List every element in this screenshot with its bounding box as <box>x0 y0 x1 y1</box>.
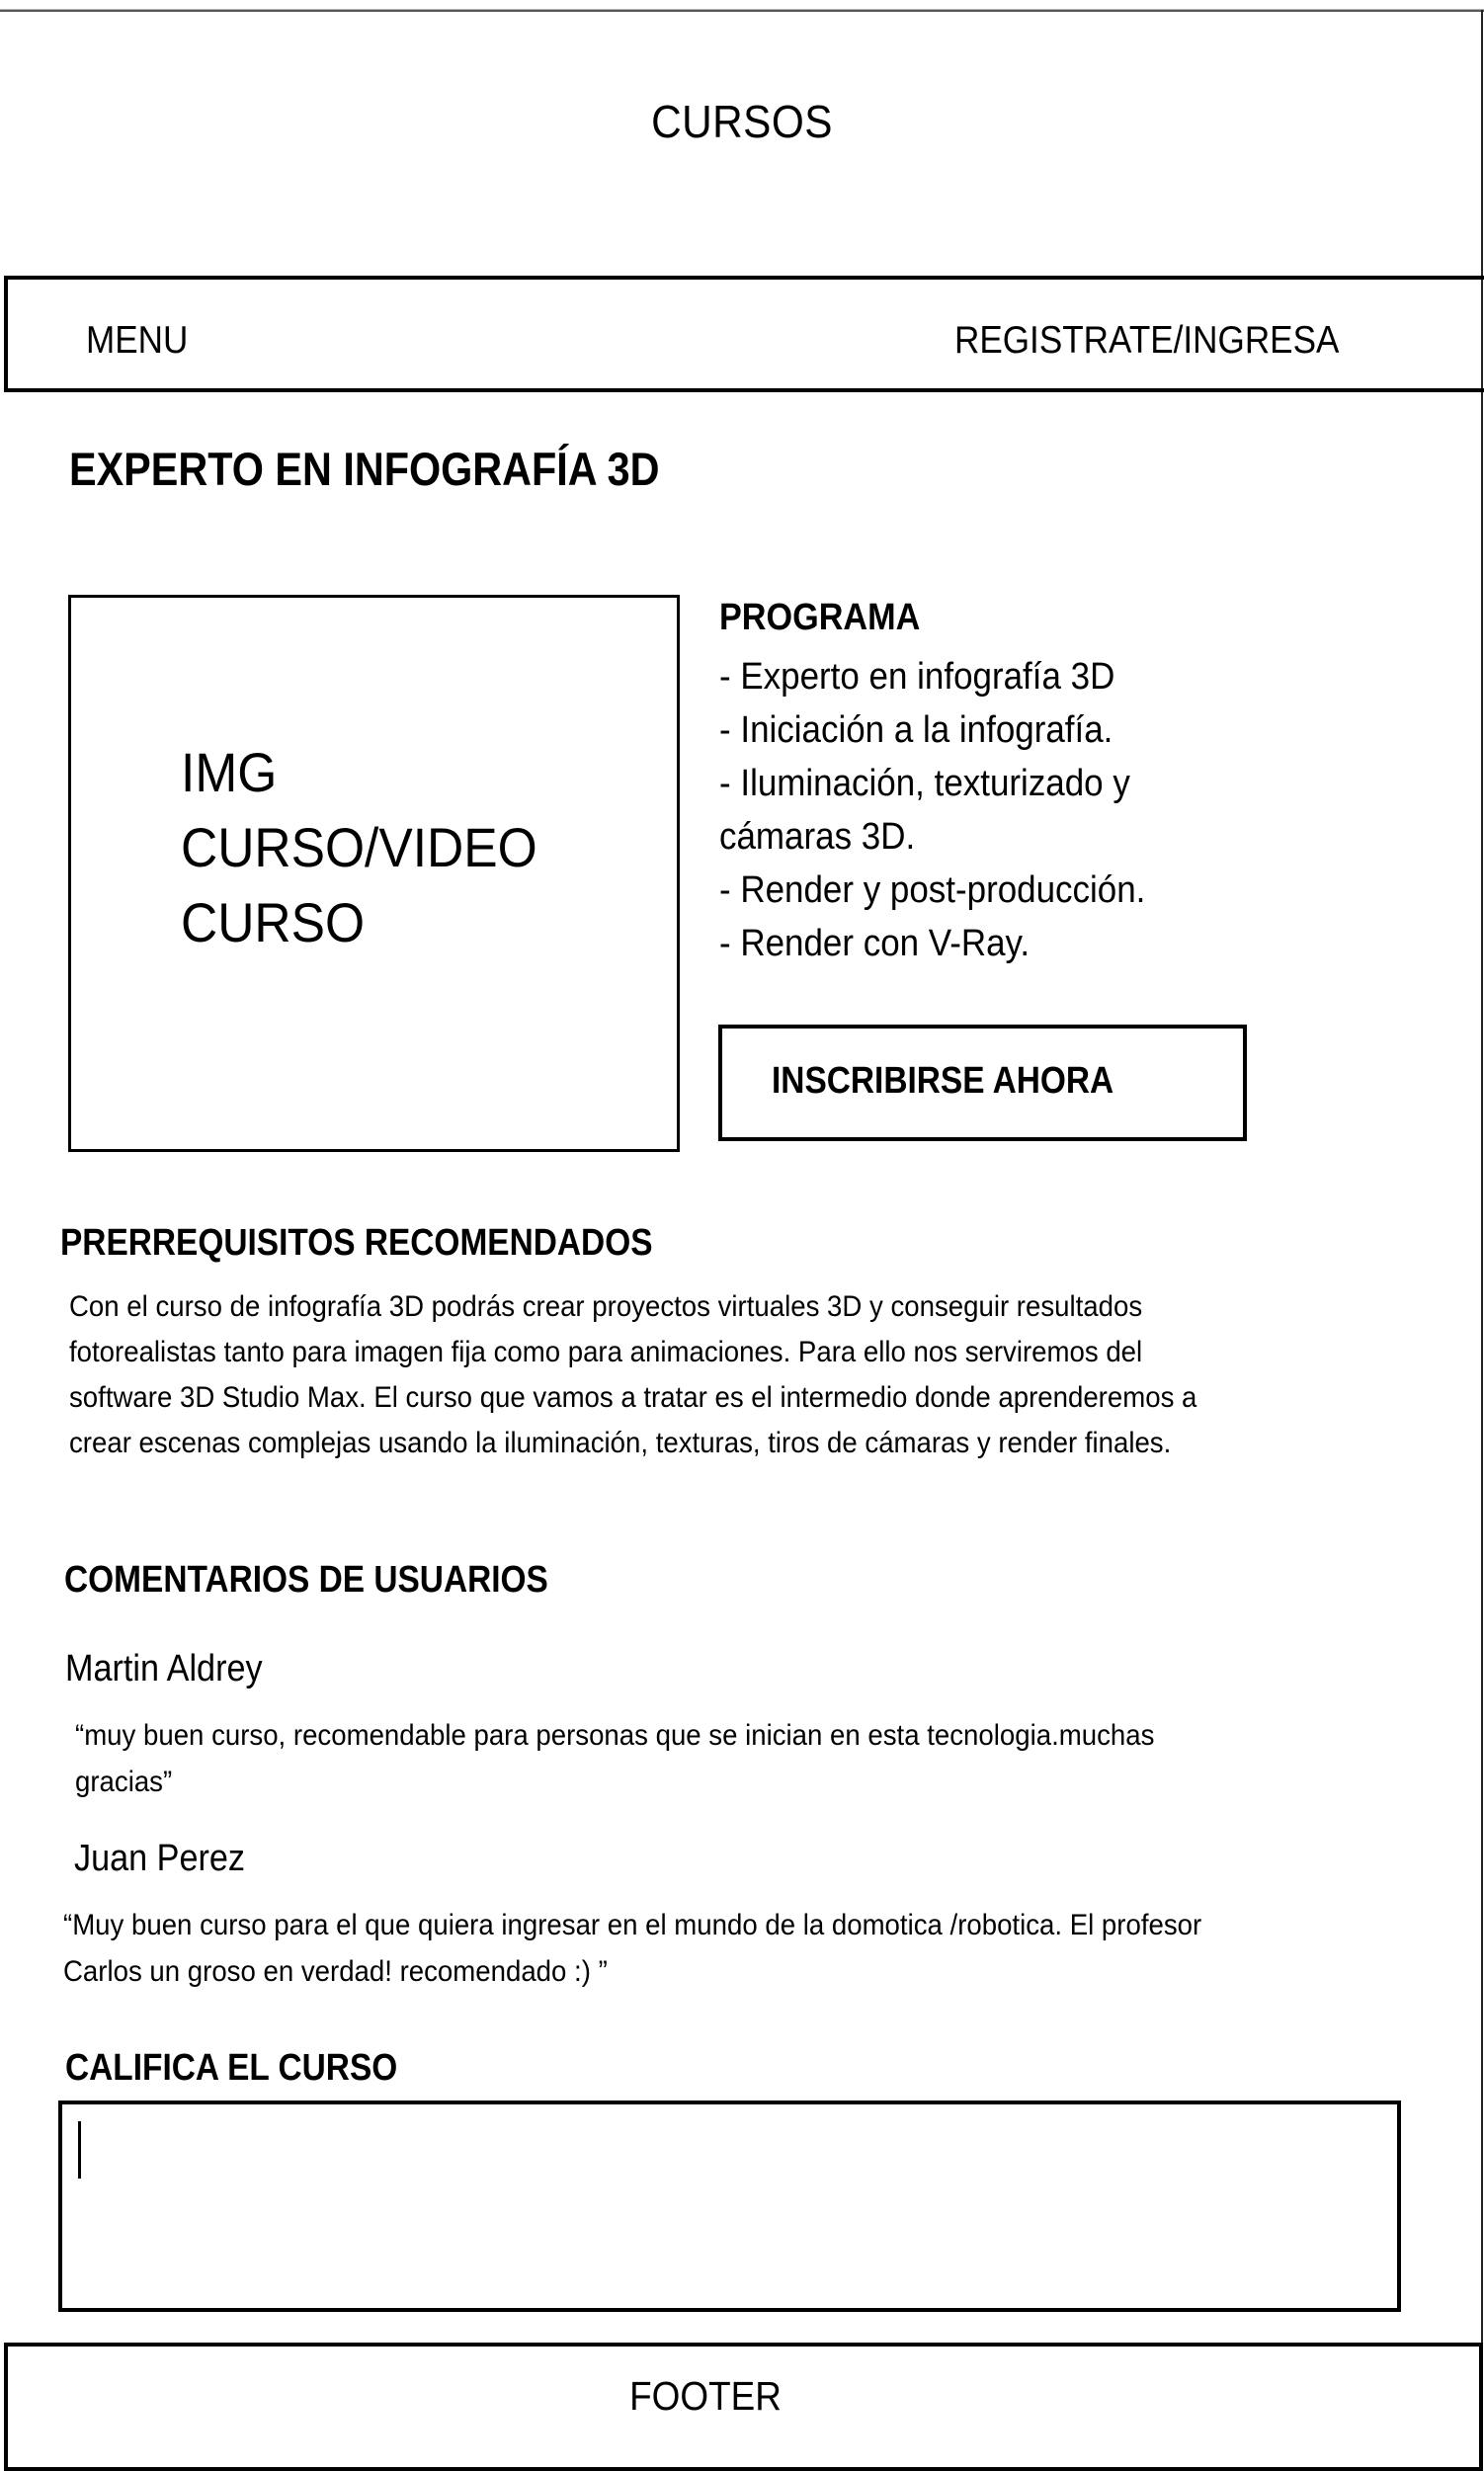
media-label-line: CURSO <box>181 891 366 953</box>
enroll-now-button[interactable] <box>718 1025 1247 1141</box>
program-item: - Experto en infografía 3D <box>719 656 1115 698</box>
comment-author: Martin Aldrey <box>65 1648 263 1689</box>
course-media-label <box>181 735 537 960</box>
comment-line: “muy buen curso, recomendable para personas que se inician en esta tecnologia.muchas <box>75 1719 1155 1752</box>
text-caret <box>78 2121 81 2179</box>
media-label-line: IMG <box>181 741 278 803</box>
program-list <box>719 650 1228 970</box>
comment-author: Juan Perez <box>74 1838 246 1879</box>
media-label-line: CURSO/VIDEO <box>181 816 537 878</box>
comment-line: “Muy buen curso para el que quiera ingresar en el mundo de la domotica /robotica. El profesor <box>63 1909 1202 1941</box>
site-title: CURSOS <box>651 96 833 147</box>
comment-line: gracias” <box>75 1766 173 1798</box>
menu-link[interactable]: MENU <box>86 319 189 362</box>
course-title: EXPERTO EN INFOGRAFÍA 3D <box>69 443 660 495</box>
prerequisites-heading: PRERREQUISITOS RECOMENDADOS <box>60 1222 653 1264</box>
program-item: - Render con V-Ray. <box>719 923 1031 964</box>
program-item: cámaras 3D. <box>719 816 916 858</box>
footer-label: FOOTER <box>629 2373 782 2419</box>
program-item: - Iluminación, texturizado y <box>719 763 1130 804</box>
rate-course-heading: CALIFICA EL CURSO <box>65 2047 398 2089</box>
prerequisites-line: software 3D Studio Max. El curso que vamos a tratar es el intermedio donde aprenderemos a <box>69 1381 1197 1414</box>
comment-line: Carlos un groso en verdad! recomendado :) ” <box>63 1955 608 1988</box>
comment-text <box>75 1712 1154 1805</box>
program-item: - Iniciación a la infografía. <box>719 709 1113 751</box>
top-border <box>0 9 1484 12</box>
prerequisites-body <box>69 1284 1360 1466</box>
program-title: PROGRAMA <box>719 597 921 638</box>
comments-heading: COMENTARIOS DE USUARIOS <box>64 1559 548 1601</box>
enroll-now-label: INSCRIBIRSE AHORA <box>772 1060 1114 1102</box>
comment-text <box>63 1902 1201 1995</box>
register-login-link[interactable]: REGISTRATE/INGRESA <box>954 319 1340 362</box>
program-item: - Render y post-producción. <box>719 869 1146 911</box>
prerequisites-line: crear escenas complejas usando la iluminación, texturas, tiros de cámaras y render finales. <box>69 1427 1172 1459</box>
prerequisites-line: Con el curso de infografía 3D podrás crear proyectos virtuales 3D y conseguir resultados <box>69 1290 1143 1323</box>
prerequisites-line: fotorealistas tanto para imagen fija como para animaciones. Para ello nos serviremos del <box>69 1336 1143 1368</box>
rate-course-input[interactable] <box>58 2100 1401 2312</box>
